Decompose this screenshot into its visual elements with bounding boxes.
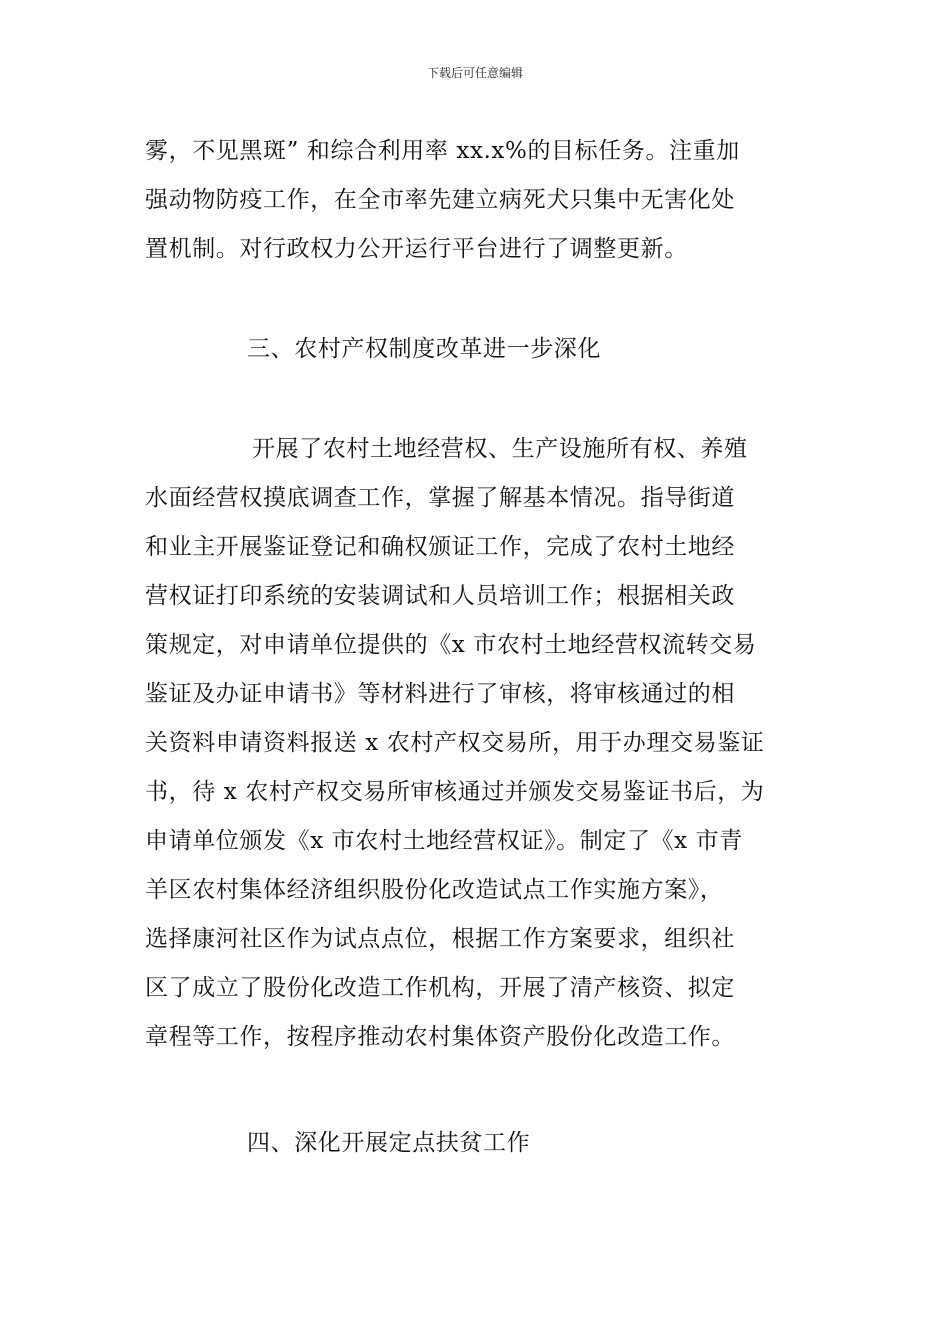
paragraph-line: 鉴证及办证申请书》等材料进行了审核，将审核通过的相 xyxy=(145,681,735,707)
paragraph-line: 强动物防疫工作，在全市率先建立病死犬只集中无害化处 xyxy=(145,187,735,213)
paragraph-line: 申请单位颁发《x 市农村土地经营权证》。制定了《x 市青 xyxy=(145,828,743,854)
paragraph-line: 和业主开展鉴证登记和确权颁证工作，完成了农村土地经 xyxy=(145,534,735,560)
paragraph-line: 雾，不见黑斑” 和综合利用率 xx.x%的目标任务。注重加 xyxy=(145,138,740,164)
page-header: 下载后可任意编辑 xyxy=(426,66,523,80)
paragraph-line: 关资料申请资料报送 x 农村产权交易所，用于办理交易鉴证 xyxy=(145,730,765,756)
section-heading: 三、农村产权制度改革进一步深化 xyxy=(247,336,601,362)
section-heading: 四、深化开展定点扶贫工作 xyxy=(247,1130,531,1156)
paragraph-line: 羊区农村集体经济组织股份化改造试点工作实施方案》， xyxy=(145,877,724,903)
paragraph-line: 水面经营权摸底调查工作，掌握了解基本情况。指导街道 xyxy=(145,485,735,511)
paragraph-line: 书，待 x 农村产权交易所审核通过并颁发交易鉴证书后，为 xyxy=(145,779,765,805)
paragraph-line: 置机制。对行政权力公开运行平台进行了调整更新。 xyxy=(145,236,688,262)
paragraph-line: 区了成立了股份化改造工作机构，开展了清产核资、拟定 xyxy=(145,975,735,1001)
paragraph-line: 开展了农村土地经营权、生产设施所有权、养殖 xyxy=(252,436,748,462)
paragraph-line: 策规定，对申请单位提供的《x 市农村土地经营权流转交易 xyxy=(145,632,757,658)
paragraph-line: 营权证打印系统的安装调试和人员培训工作；根据相关政 xyxy=(145,583,735,609)
paragraph-line: 章程等工作，按程序推动农村集体资产股份化改造工作。 xyxy=(145,1024,735,1050)
paragraph-line: 选择康河社区作为试点点位，根据工作方案要求，组织社 xyxy=(145,926,735,952)
